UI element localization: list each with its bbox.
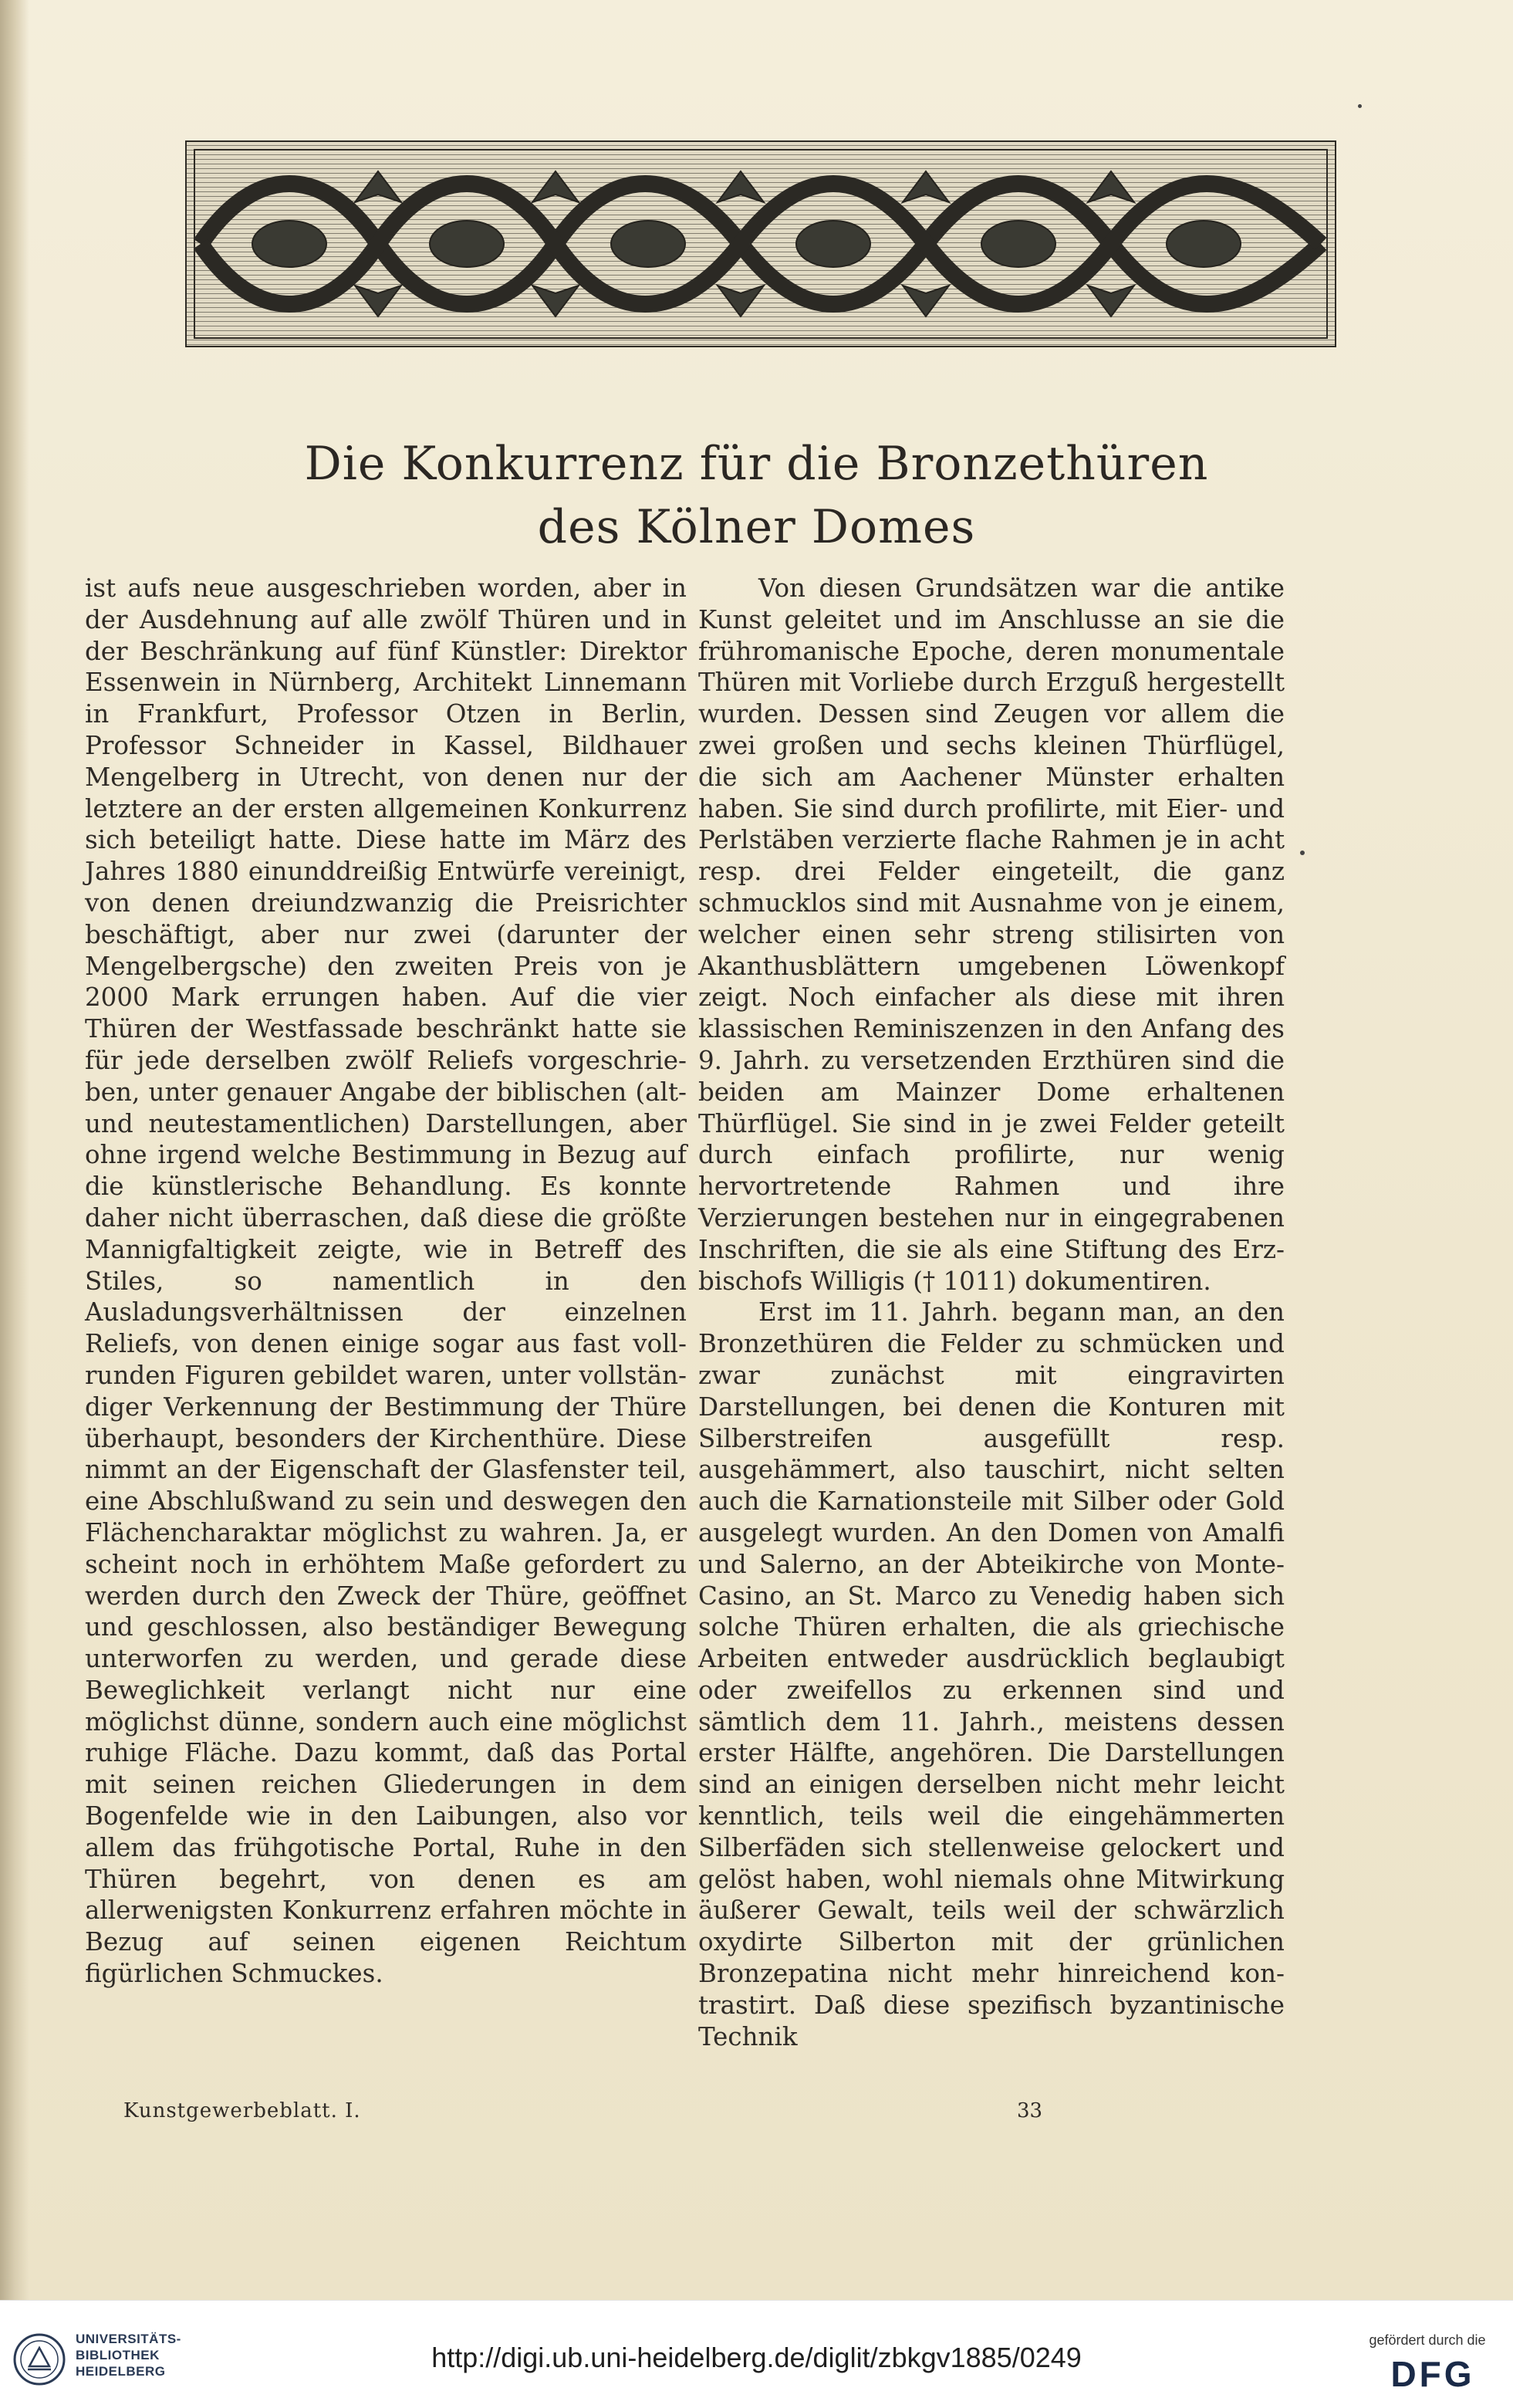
dfg-logo-text: DFG bbox=[1390, 2354, 1475, 2393]
article-title bbox=[0, 432, 1513, 559]
journal-name: Kunstgewerbeblatt. I. bbox=[123, 2099, 361, 2122]
university-name-line: HEIDELBERG bbox=[76, 2364, 166, 2379]
left-paragraph: ist aufs neue ausgeschrieben worden, aber in der Ausdehnung auf alle zwölf Thüren und in der Beschränkung auf fünf Künstler: Direktor Essenwein in Nürnberg, Architekt Linnemann in Frankfurt, Professor Otzen in Berlin, Professor Schneider in Kassel, Bildhauer Mengelberg in Utrecht, von denen nur der letztere an der ersten allgemeinen Konkurrenz sich beteiligt hatte. Diese hatte im März des Jahres 1880 einunddreißig Entwürfe vereinigt, von denen dreiundzwanzig die Preisrichter beschäftigt, aber nur zwei (darunter der Mengelbergsche) den zweiten Preis von je 2000 Mark errungen haben. Auf die vier Thüren der Westfassade beschränkt hatte sie für jede derselben zwölf Reliefs vorgeschrieben, unter genauer Angabe der biblischen (alt- und neutestamentlichen) Darstellungen, aber ohne irgend welche Bestimmung in Bezug auf die künstlerische Behandlung. Es konnte daher nicht überraschen, daß diese die größte Mannigfaltigkeit zeigte, wie in Betreff des Stiles, so namentlich in den Ausladungsverhältnissen der einzelnen Reliefs, von denen einige sogar aus fast vollrunden Figuren gebildet waren, unter vollständiger Verkennung der Bestimmung der Thüre überhaupt, besonders der Kirchenthüre. Diese nimmt an der Eigenschaft der Glasfenster teil, eine Abschlußwand zu sein und deswegen den Flächencharaktar möglichst zu wahren. Ja, er scheint noch in erhöhtem Maße gefordert zu werden durch den Zweck der Thüre, geöffnet und geschlossen, also beständiger Bewegung unterworfen zu werden, und gerade diese Beweglichkeit verlangt nicht nur eine möglichst dünne, sondern auch eine möglichst ruhige Fläche. Dazu kommt, daß das Portal mit seinen reichen Gliederungen in dem Bogenfelde wie in den Laibungen, also vor allem das frühgotische Portal, Ruhe in den Thüren begehrt, von denen es am allerwenigsten Konkurrenz erfahren möchte in Bezug auf seinen eigenen Reichtum figürlichen Schmuckes. bbox=[85, 573, 687, 1989]
right-paragraph-1: Von diesen Grundsätzen war die antike Kunst geleitet und im Anschlusse an sie die frühromanische Epoche, deren monumentale Thüren mit Vorliebe durch Erzguß hergestellt wurden. Dessen sind Zeugen vor allem die zwei großen und sechs kleinen Thürflügel, die sich am Aachener Münster erhalten haben. Sie sind durch profilirte, mit Eier- und Perlstäben verzierte flache Rahmen je in acht resp. drei Felder eingeteilt, die ganz schmucklos sind mit Ausnahme von je einem, welcher einen sehr streng stilisirten von Akanthusblättern umgebenen Löwenkopf zeigt. Noch einfacher als diese mit ihren klassischen Reminiszenzen in den Anfang des 9. Jahrh. zu versetzenden Erzthüren sind die beiden am Mainzer Dome erhaltenen Thürflügel. Sie sind in je zwei Felder geteilt durch einfach profilirte, nur wenig hervortretende Rahmen und ihre Verzierungen bestehen nur in eingegrabenen Inschriften, die sie als eine Stiftung des Erzbischofs Willigis († 1011) dokumentiren. bbox=[698, 573, 1285, 1296]
dfg-logo-icon bbox=[1367, 2354, 1498, 2393]
right-text-column bbox=[698, 573, 1285, 2052]
page-number: 33 bbox=[1017, 2099, 1043, 2122]
stray-mark bbox=[1358, 104, 1362, 108]
right-paragraph-2: Erst im 11. Jahrh. begann man, an den Bronzethüren die Felder zu schmücken und zwar zunächst mit eingravirten Darstellungen, bei denen die Konturen mit Silberstreifen ausgefüllt resp. ausgehämmert, also tauschirt, nicht selten auch die Karnationsteile mit Silber oder Gold ausgelegt wurden. An den Domen von Amalfi und Salerno, an der Abteikirche von Monte-Casino, an St. Marco zu Venedig haben sich solche Thüren erhalten, die als griechische Arbeiten entweder ausdrücklich beglaubigt oder zweifellos zu erkennen sind und sämtlich dem 11. Jahrh., meistens dessen erster Hälfte, angehören. Die Darstellungen sind an einigen derselben nicht mehr leicht kenntlich, teils weil die eingehämmerten Silberfäden sich stellenweise gelockert und gelöst haben, wohl niemals ohne Mitwirkung äußerer Gewalt, teils weil der schwärzlich oxydirte Silberton mit der grünlichen Bronzepatina nicht mehr hinreichend kontrastirt. Daß diese spezifisch byzantinische Technik bbox=[698, 1297, 1285, 2051]
university-name-line: BIBLIOTHEK bbox=[76, 2348, 160, 2362]
ornamental-vine-band-icon bbox=[185, 140, 1336, 347]
permalink-url[interactable]: http://digi.ub.uni-heidelberg.de/diglit/zbkgv1885/0249 bbox=[431, 2342, 1082, 2373]
left-text-column bbox=[85, 573, 687, 1990]
stray-mark bbox=[1300, 851, 1305, 855]
title-line-2: des Kölner Domes bbox=[537, 500, 976, 554]
funded-by-label: gefördert durch die bbox=[1369, 2332, 1486, 2348]
university-name-line: UNIVERSITÄTS- bbox=[76, 2332, 181, 2346]
spine-shadow bbox=[0, 0, 29, 2300]
title-line-1: Die Konkurrenz für die Bronzethüren bbox=[304, 437, 1209, 491]
